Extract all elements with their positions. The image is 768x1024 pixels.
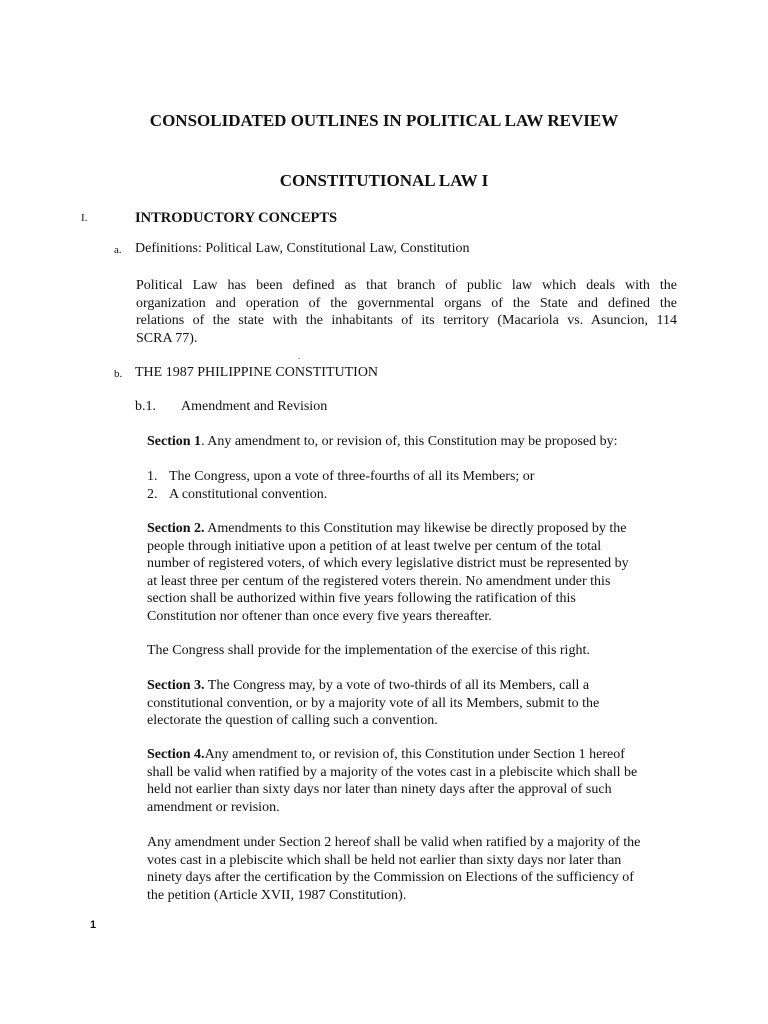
section-1-list (147, 468, 534, 503)
list-number: 1. (147, 469, 158, 484)
paragraph-line: electorate the question of calling such a convention. (147, 713, 438, 728)
paragraph-line: relations of the state with the inhabitants of its territory (Macariola vs. Asuncion, 114 (136, 313, 677, 328)
paragraph-line: number of registered voters, of which every legislative district must be represented by (147, 556, 629, 571)
section-3-first-line: The Congress may, by a vote of two-thirds of all its Members, call a (204, 678, 590, 693)
paragraph-line: the petition (Article XVII, 1987 Constitution). (147, 887, 407, 903)
paragraph-line: ninety days after the certification by the Commission on Elections of the sufficiency of (147, 870, 634, 885)
section-3-label: Section 3. (147, 678, 205, 693)
section-1-label: Section 1 (147, 434, 202, 449)
paragraph-line: Political Law has been defined as that branch of public law which deals with the (136, 278, 677, 293)
list-text: The Congress, upon a vote of three-fourths of all its Members; or (169, 469, 535, 484)
page-number: 1 (90, 919, 97, 931)
paragraph-line (147, 746, 637, 764)
political-law-paragraph (136, 277, 677, 347)
section-4-first-line: Any amendment to, or revision of, this Constitution under Section 1 hereof (204, 747, 625, 762)
section-2-paragraph (147, 520, 629, 625)
paragraph-line: at least three per centum of the registered voters therein. No amendment under this (147, 573, 611, 589)
item-a-text: Definitions: Political Law, Constitutional Law, Constitution (135, 241, 470, 256)
paragraph-line: votes cast in a plebiscite which shall be held not earlier than sixty days nor later than (147, 852, 622, 868)
section-2-label: Section 2. (147, 521, 205, 536)
section-heading: INTRODUCTORY CONCEPTS (135, 210, 338, 226)
paragraph-line: amendment or revision. (147, 799, 280, 815)
list-text: A constitutional convention. (169, 486, 328, 502)
item-b-text: THE 1987 PHILIPPINE CONSTITUTION (135, 365, 379, 380)
paragraph-line: SCRA 77). (136, 330, 198, 346)
section-1-text: . Any amendment to, or revision of, this Constitution may be proposed by: (201, 434, 618, 449)
list-item (147, 486, 534, 504)
list-number: 2. (147, 486, 158, 502)
section-2-ratification-paragraph (147, 834, 640, 904)
stray-mark: . (298, 352, 300, 361)
item-marker-a: a. (114, 244, 122, 256)
paragraph-line: shall be valid when ratified by a majority of the votes cast in a plebiscite which shall be (147, 764, 638, 780)
main-title: CONSOLIDATED OUTLINES IN POLITICAL LAW REVIEW (149, 111, 619, 130)
paragraph-line: held not earlier than sixty days nor later than ninety days after the approval of such (147, 782, 612, 797)
section-4-label: Section 4. (147, 747, 205, 762)
section-marker-roman: I. (81, 212, 88, 224)
section-1-paragraph (147, 433, 618, 451)
section-2-first-line: Amendments to this Constitution may likewise be directly proposed by the (204, 521, 627, 536)
item-marker-b: b. (114, 368, 123, 380)
paragraph-line: Constitution nor oftener than once every five years thereafter. (147, 608, 492, 624)
item-b1-text: Amendment and Revision (181, 399, 328, 414)
paragraph-line: organization and operation of the governmental organs of the State and defined the (136, 295, 677, 311)
paragraph-line (147, 677, 599, 695)
paragraph-line: section shall be authorized within five years following the ratification of this (147, 591, 576, 606)
paragraph-line (147, 520, 629, 538)
paragraph-line: Any amendment under Section 2 hereof shall be valid when ratified by a majority of the (147, 835, 641, 850)
list-item (147, 468, 534, 486)
paragraph-line: constitutional convention, or by a majority vote of all its Members, submit to the (147, 695, 600, 711)
sub-title: CONSTITUTIONAL LAW I (279, 171, 489, 190)
paragraph-line: people through initiative upon a petition of at least twelve per centum of the total (147, 538, 602, 554)
item-marker-b1: b.1. (135, 399, 156, 414)
section-3-paragraph (147, 677, 599, 730)
section-4-paragraph (147, 746, 637, 816)
congress-paragraph: The Congress shall provide for the implementation of the exercise of this right. (147, 643, 590, 658)
